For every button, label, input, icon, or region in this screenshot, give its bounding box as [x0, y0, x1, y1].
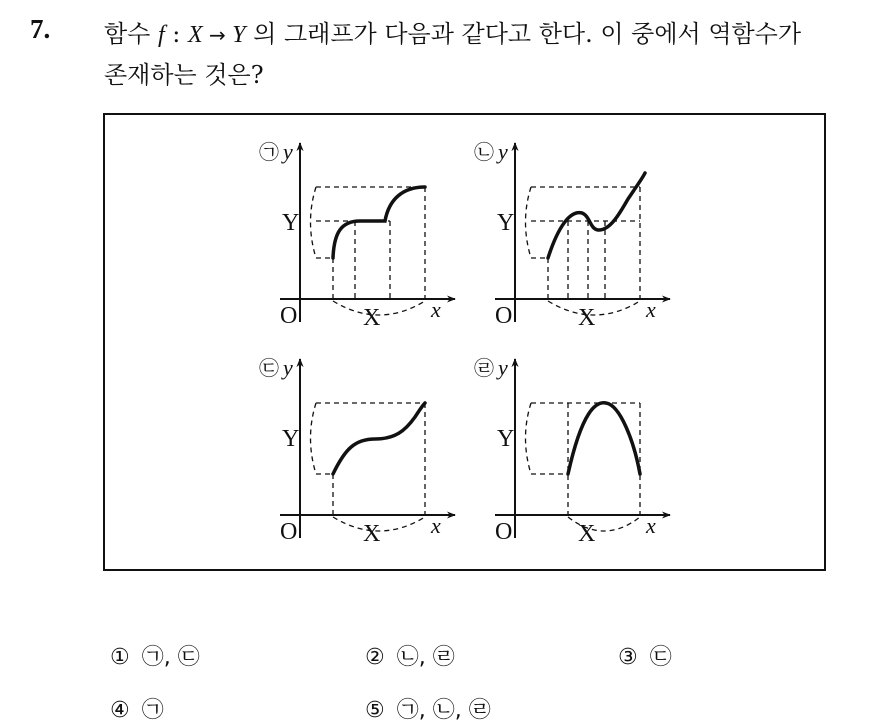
graph-marker: ㉡ — [474, 142, 494, 164]
choice-2[interactable] — [365, 640, 455, 671]
choice-4[interactable] — [110, 693, 164, 724]
x-axis-label: x — [431, 513, 441, 538]
codomain-label: Y — [282, 210, 300, 236]
x-axis-label: x — [646, 297, 656, 322]
graph-marker: ㉣ — [474, 358, 494, 380]
x-axis-label: x — [646, 513, 656, 538]
y-axis-label: y — [498, 139, 508, 164]
question-text — [104, 14, 874, 95]
figure-box — [103, 113, 826, 571]
domain-label: X — [363, 521, 381, 547]
question-number: 7. — [30, 14, 51, 44]
choice-text: ㉠, ㉢ — [141, 645, 200, 670]
y-axis-label: y — [283, 355, 293, 380]
graphs-figure — [105, 115, 824, 569]
choice-text: ㉡, ㉣ — [396, 645, 455, 670]
choice-text: ㉠ — [141, 698, 164, 723]
graph-1 — [259, 139, 455, 331]
function-curve — [333, 403, 425, 474]
choice-text: ㉢ — [649, 645, 672, 670]
domain-label: X — [578, 521, 596, 547]
function-curve — [333, 187, 425, 258]
choice-text: ㉠, ㉡, ㉣ — [396, 698, 491, 723]
choice-5[interactable] — [365, 693, 491, 724]
graph-3 — [259, 355, 455, 547]
question-line-2: 존재하는 것은? — [104, 61, 264, 89]
codomain-label: Y — [497, 210, 515, 236]
choice-number: ④ — [110, 698, 130, 723]
graph-marker: ㉢ — [259, 358, 279, 380]
codomain-label: Y — [497, 426, 515, 452]
choice-1[interactable] — [110, 640, 200, 671]
function-curve — [548, 173, 645, 258]
choice-number: ② — [365, 645, 385, 670]
origin-label: O — [280, 519, 298, 545]
guide-lines — [311, 403, 426, 531]
graph-4 — [474, 355, 670, 547]
origin-label: O — [495, 303, 513, 329]
x-axis-label: x — [431, 297, 441, 322]
function-curve — [568, 403, 640, 474]
origin-label: O — [495, 519, 513, 545]
question-line-1: 함수 f : X → Y 의 그래프가 다음과 같다고 한다. 이 중에서 역함수가 — [104, 20, 802, 48]
graph-2 — [474, 139, 670, 331]
graph-marker: ㉠ — [259, 142, 279, 164]
choice-number: ⑤ — [365, 698, 385, 723]
y-axis-label: y — [283, 139, 293, 164]
domain-label: X — [578, 305, 596, 331]
choice-3[interactable] — [618, 640, 672, 671]
choice-number: ① — [110, 645, 130, 670]
codomain-label: Y — [282, 426, 300, 452]
choice-number: ③ — [618, 645, 638, 670]
guide-lines — [311, 187, 426, 315]
origin-label: O — [280, 303, 298, 329]
y-axis-label: y — [498, 355, 508, 380]
domain-label: X — [363, 305, 381, 331]
